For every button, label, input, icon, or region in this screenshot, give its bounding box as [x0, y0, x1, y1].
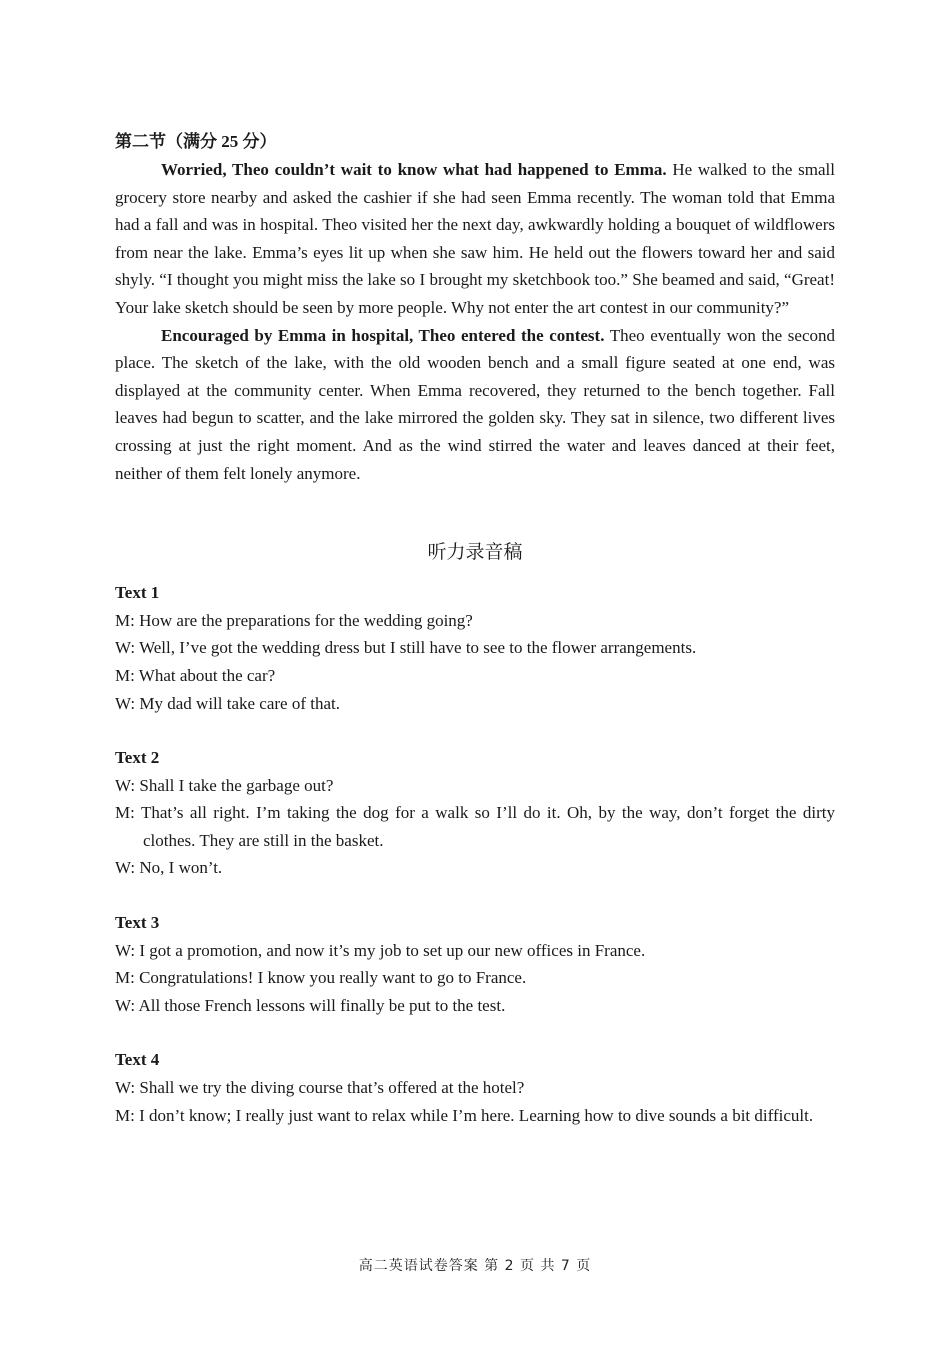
text-block-4 [115, 1046, 835, 1129]
dialogue-line: W: All those French lessons will finally be put to the test. [115, 995, 506, 1015]
paragraph-1 [115, 156, 835, 322]
paragraph-2 [115, 322, 835, 488]
dialogue-line: W: Shall we try the diving course that’s offered at the hotel? [115, 1078, 525, 1098]
paragraph-1-lead: Worried, Theo couldn’t wait to know what had happened to Emma. [161, 160, 667, 179]
dialogue-line: M: What about the car? [115, 665, 276, 685]
dialogue-line: M: I don’t know; I really just want to relax while I’m here. Learning how to dive sounds a bit difficult. [115, 1105, 814, 1125]
dialogue-line: W: I got a promotion, and now it’s my job to set up our new offices in France. [115, 940, 646, 960]
page-footer: 高二英语试卷答案 第 2 页 共 7 页 [358, 1258, 592, 1274]
dialogue-line: W: No, I won’t. [115, 858, 223, 878]
document-page [115, 128, 835, 1129]
transcript-title: 听力录音稿 [427, 541, 523, 564]
dialogue-line: M: How are the preparations for the wedding going? [115, 610, 473, 630]
paragraph-2-lead: Encouraged by Emma in hospital, Theo entered the contest. [161, 325, 605, 345]
dialogue-line: W: Well, I’ve got the wedding dress but I still have to see to the flower arrangements. [115, 638, 697, 658]
paragraph-2-body: Theo eventually won the second place. The sketch of the lake, with the old wooden bench and a small figure seated at one end, was displayed at the community center. When Emma recovered, they returned to the bench together. Fall leaves had begun to scatter, and the lake mirrored the golden sky. They sat in silence, two different lives crossing at just the right moment. And as the wind stirred the water and leaves danced at their feet, neither of them felt lonely anymore. [115, 325, 835, 483]
dialogue-line: W: Shall I take the garbage out? [115, 775, 334, 795]
dialogue-line: W: My dad will take care of that. [115, 693, 341, 713]
dialogue-line: M: Congratulations! I know you really want to go to France. [115, 968, 527, 988]
text-block-2 [115, 744, 835, 882]
paragraph-1-body: He walked to the small grocery store nearby and asked the cashier if she had seen Emma recently. The woman told that Emma had a fall and was in hospital. Theo visited her the next day, awkwardly holding a bouquet of wildflowers from near the lake. Emma’s eyes lit up when she saw him. He held out the flowers toward her and said shyly. “I thought you might miss the lake so I brought my sketchbook too.” She beamed and said, “Great! Your lake sketch should be seen by more people. Why not enter the art contest in our community?” [115, 160, 835, 317]
dialogue-line: M: That’s all right. I’m taking the dog for a walk so I’ll do it. Oh, by the way, don’t forget the dirty clothes. They are still in the basket. [115, 803, 835, 850]
text-heading: Text 2 [115, 748, 160, 768]
text-heading: Text 4 [115, 1050, 160, 1070]
text-block-3 [115, 909, 835, 1019]
text-heading: Text 3 [115, 913, 160, 933]
text-heading: Text 1 [115, 583, 160, 603]
text-block-1 [115, 579, 835, 717]
section-title: 第二节（满分 25 分） [115, 132, 277, 151]
